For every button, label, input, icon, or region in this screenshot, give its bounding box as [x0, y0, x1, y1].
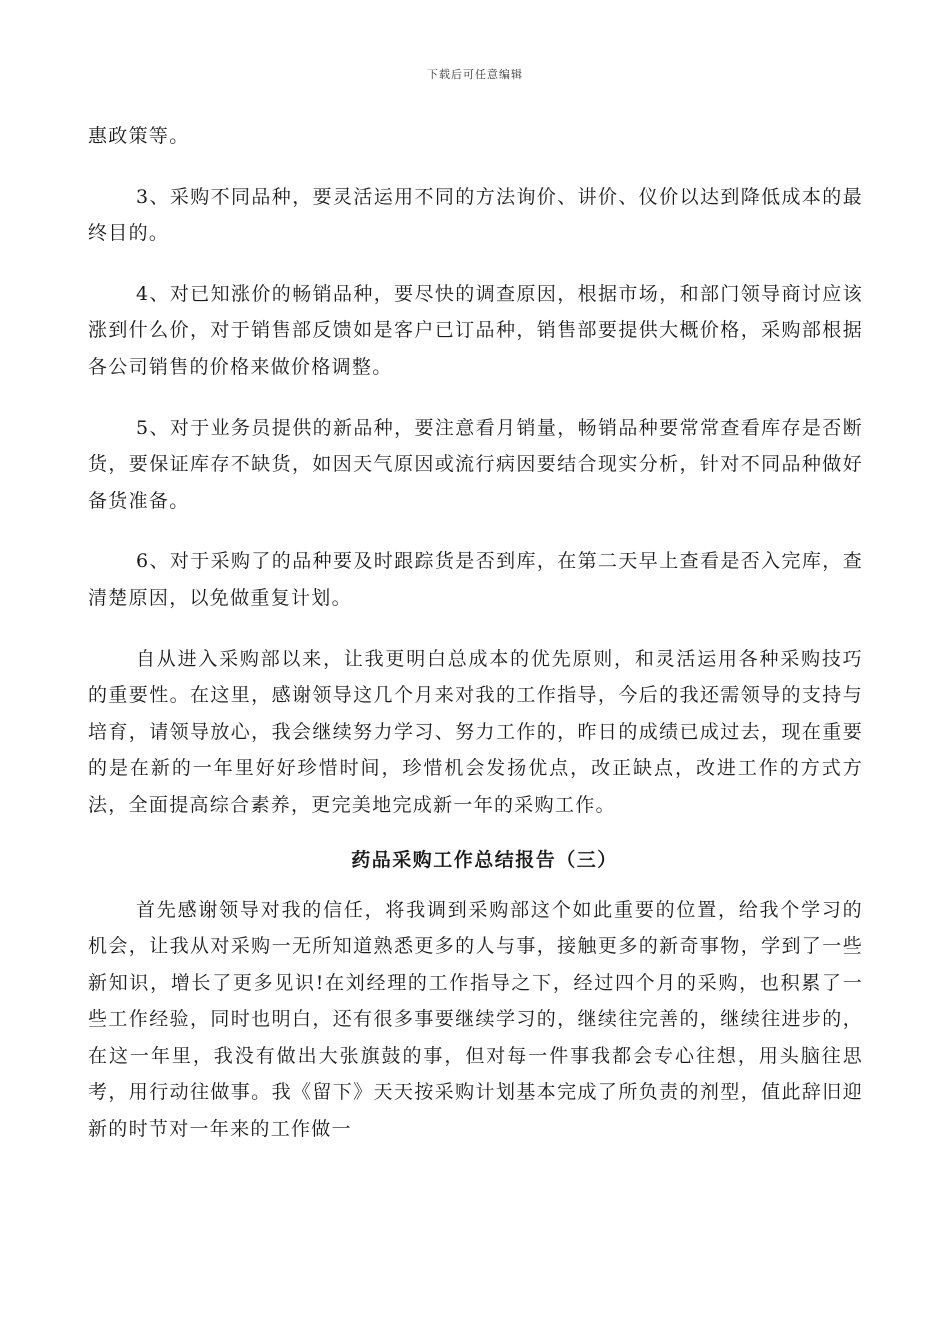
- paragraph-item-4: 4、对已知涨价的畅销品种，要尽快的调查原因，根据市场，和部门领导商讨应该涨到什么价，对于销售部反馈如是客户已订品种，销售部要提供大概价格，采购部根据各公司销售的价格来做价格调整。: [88, 282, 863, 378]
- paragraph-item-6: 6、对于采购了的品种要及时跟踪货是否到库，在第二天早上查看是否入完库，查清楚原因，以免做重复计划。: [88, 550, 863, 609]
- page-header: 下载后可任意编辑: [427, 68, 523, 81]
- paragraph-section-intro: 首先感谢领导对我的信任，将我调到采购部这个如此重要的位置，给我个学习的机会，让我从对采购一无所知道熟悉更多的人与事，接触更多的新奇事物，学到了一些新知识，增长了更多见识!在刘经理的工作指导之下，经过四个月的采购，也积累了一些工作经验，同时也明白，还有很多事要继续学习的，继续往完善的，继续往进步的，在这一年里，我没有做出大张旗鼓的事，但对每一件事我都会专心往想，用头脑往思考，用行动往做事。我《留下》天天按采购计划基本完成了所负责的剂型，值此辞旧迎新的时节对一年来的工作做一: [88, 898, 863, 1141]
- document-body: [88, 118, 863, 1148]
- paragraph-item-3: 3、采购不同品种，要灵活运用不同的方法询价、讲价、仪价以达到降低成本的最终目的。: [88, 185, 863, 245]
- paragraph-item-5: 5、对于业务员提供的新品种，要注意看月销量，畅销品种要常常查看库存是否断货，要保证库存不缺货，如因天气原因或流行病因要结合现实分析，针对不同品种做好备货准备。: [88, 416, 863, 512]
- section-title: 药品采购工作总结报告（三）: [351, 848, 618, 871]
- paragraph-continuation: 惠政策等。: [88, 125, 190, 147]
- paragraph-conclusion: 自从进入采购部以来，让我更明白总成本的优先原则，和灵活运用各种采购技巧的重要性。在这里，感谢领导这几个月来对我的工作指导，今后的我还需领导的支持与培育，请领导放心，我会继续努力学习、努力工作的，昨日的成绩已成过去，现在重要的是在新的一年里好好珍惜时间，珍惜机会发扬优点，改正缺点，改进工作的方式方法，全面提高综合素养，更完美地完成新一年的采购工作。: [88, 647, 863, 816]
